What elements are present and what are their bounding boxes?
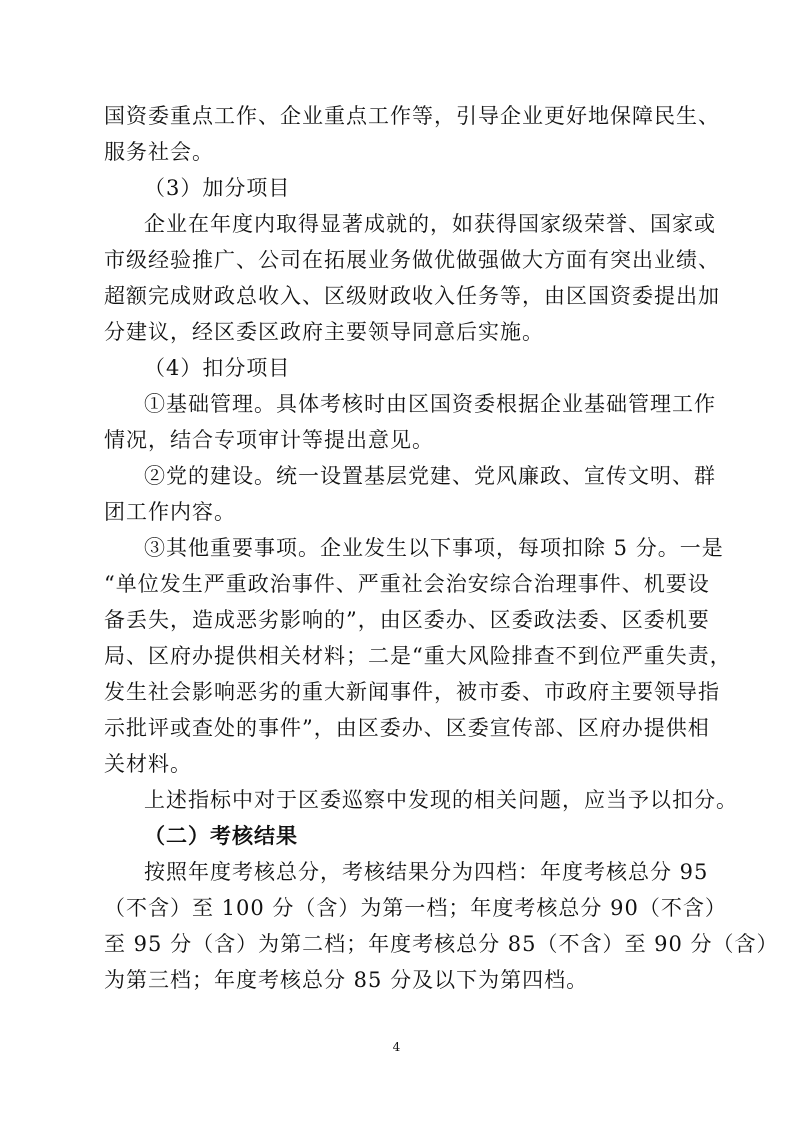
text-line: “单位发生严重政治事件、严重社会治安综合治理事件、机要设 — [104, 572, 710, 596]
text-line: 局、区府办提供相关材料；二是“重大风险排查不到位严重失责， — [104, 644, 732, 668]
text-line: 国资委重点工作、企业重点工作等，引导企业更好地保障民生、 — [104, 104, 720, 128]
text-line: 团工作内容。 — [104, 500, 236, 524]
text-line: ②党的建设。统一设置基层党建、党风廉政、宣传文明、群 — [144, 464, 716, 488]
text-line: 服务社会。 — [104, 140, 214, 164]
text-line: 超额完成财政总收入、区级财政收入任务等，由区国资委提出加 — [104, 284, 720, 308]
text-line: （不含）至 100 分（含）为第一档；年度考核总分 90（不含） — [104, 896, 727, 920]
text-line: 上述指标中对于区委巡察中发现的相关问题，应当予以扣分。 — [144, 788, 738, 812]
text-line: ①基础管理。具体考核时由区国资委根据企业基础管理工作 — [144, 392, 716, 416]
section-heading: （二）考核结果 — [144, 824, 298, 848]
text-line: 示批评或查处的事件”，由区委办、区委宣传部、区府办提供相 — [104, 716, 710, 740]
subsection-heading: （4）扣分项目 — [144, 356, 291, 380]
text-line: 情况，结合专项审计等提出意见。 — [104, 428, 434, 452]
text-line: ③其他重要事项。企业发生以下事项，每项扣除 5 分。一是 — [144, 536, 724, 560]
page-number: 4 — [392, 1040, 401, 1054]
text-line: 发生社会影响恶劣的重大新闻事件，被市委、市政府主要领导指 — [104, 680, 720, 704]
text-line: 按照年度考核总分，考核结果分为四档：年度考核总分 95 — [144, 860, 709, 884]
text-line: 为第三档；年度考核总分 85 分及以下为第四档。 — [104, 968, 589, 992]
text-line: 备丢失，造成恶劣影响的”，由区委办、区委政法委、区委机要 — [104, 608, 710, 632]
subsection-heading: （3）加分项目 — [144, 176, 291, 200]
text-line: 关材料。 — [104, 752, 192, 776]
text-line: 分建议，经区委区政府主要领导同意后实施。 — [104, 320, 544, 344]
text-line: 市级经验推广、公司在拓展业务做优做强做大方面有突出业绩、 — [104, 248, 720, 272]
text-line: 至 95 分（含）为第二档；年度考核总分 85（不含）至 90 分（含） — [104, 932, 779, 956]
text-line: 企业在年度内取得显著成就的，如获得国家级荣誉、国家或 — [144, 212, 716, 236]
